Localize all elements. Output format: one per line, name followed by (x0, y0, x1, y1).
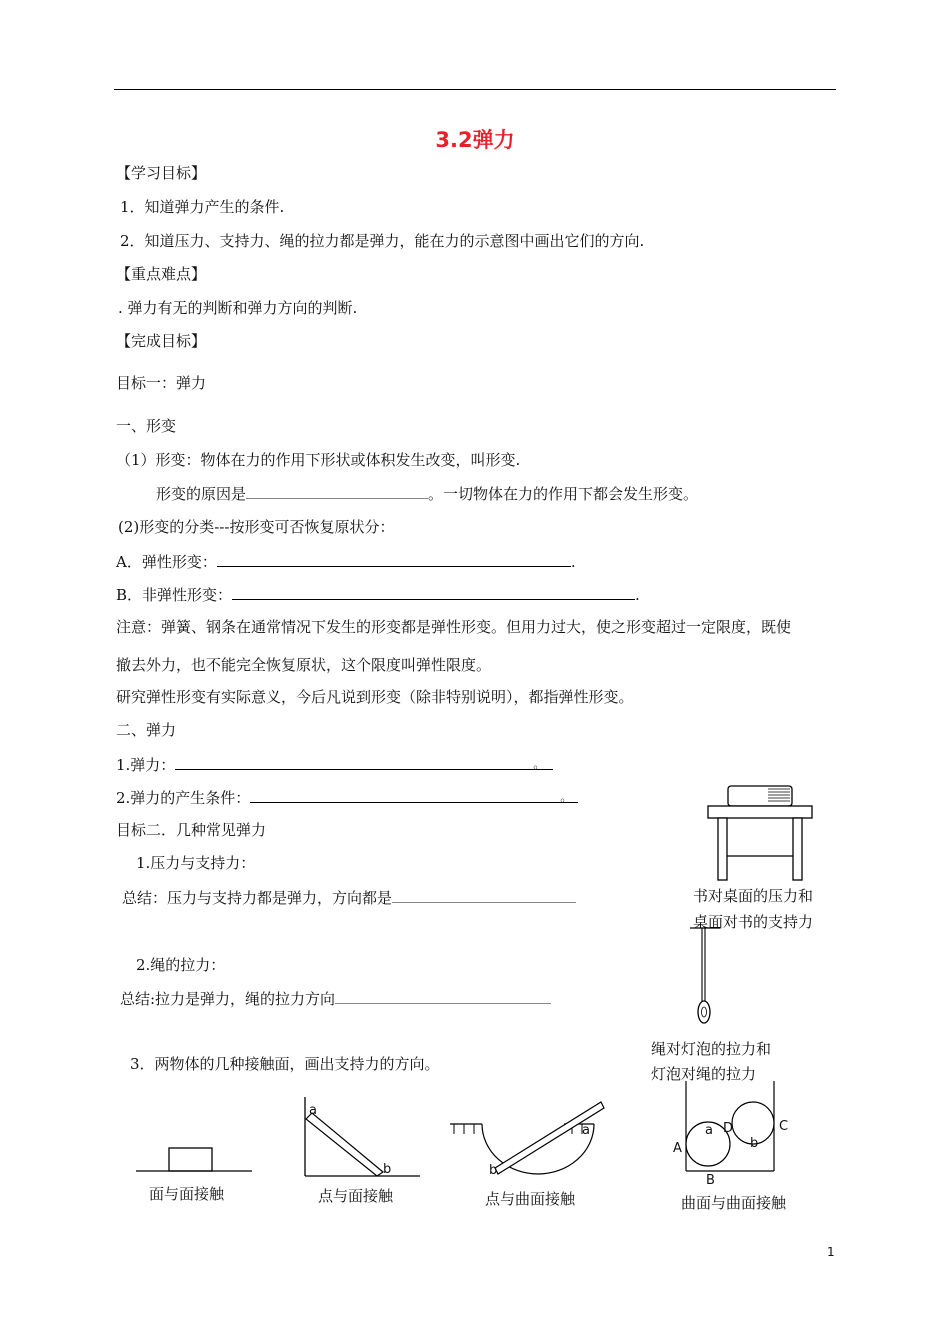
goal-1: 1．知道弹力产生的条件. (120, 198, 285, 216)
page-number: 1 (827, 1245, 835, 1259)
label-b-right: b (750, 1136, 759, 1151)
point-curve-figure (448, 1100, 608, 1185)
rope-summary-label: 总结:拉力是弹力，绳的拉力方向 (120, 990, 336, 1008)
caption-point-face: 点与面接触 (318, 1187, 394, 1205)
elastic-label: A．弹性形变： (116, 553, 217, 571)
heading-complete: 【完成目标】 (116, 332, 207, 350)
cause-label: 形变的原因是 (156, 485, 247, 503)
rope-summary-blank[interactable] (335, 988, 551, 1004)
elastic-blank[interactable] (217, 551, 571, 567)
deformation-definition: （1）形变：物体在力的作用下形状或体积发生改变，叫形变. (116, 451, 521, 469)
force-condition-line (116, 787, 578, 808)
caption-face-face: 面与面接触 (149, 1185, 225, 1203)
deformation-classification: (2)形变的分类---按形变可否恢复原状分： (118, 518, 395, 536)
label-D: D (723, 1121, 734, 1136)
label-b-left: b (383, 1162, 392, 1177)
force-cond-blank[interactable]: 。 (250, 787, 578, 803)
rope-summary-line (120, 988, 551, 1009)
section-elastic-force: 二、弹力 (116, 721, 177, 739)
nonelastic-label: B．非弹性形变： (116, 586, 233, 604)
header-rule (114, 89, 836, 90)
heading-goals: 【学习目标】 (116, 164, 207, 182)
label-A: A (673, 1141, 682, 1156)
caption-rope-bulb-1: 绳对灯泡的拉力和 (651, 1040, 772, 1058)
research-line: 研究弹性形变有实际意义，今后凡说到形变（除非特别说明），都指弹性形变。 (116, 688, 634, 706)
force-def-blank[interactable]: 。 (175, 754, 553, 770)
deformation-cause-line (156, 483, 698, 504)
note-line-1: 注意：弹簧、钢条在通常情况下发生的形变都是弹性形变。但用力过大，使之形变超过一定限度，既使 (116, 618, 792, 636)
contact-surfaces-heading: 3．两物体的几种接触面，画出支持力的方向。 (130, 1055, 440, 1073)
pressure-summary-label: 总结：压力与支持力都是弹力，方向都是 (122, 889, 393, 907)
book-on-table-figure (700, 780, 820, 885)
heading-key-points: 【重点难点】 (116, 265, 207, 283)
label-b-middle: b (489, 1163, 498, 1178)
force-def-label: 1.弹力： (116, 756, 176, 774)
rope-tension-heading: 2.绳的拉力： (136, 956, 226, 974)
target-two: 目标二．几种常见弹力 (116, 821, 267, 839)
caption-book-table-2: 桌面对书的支持力 (693, 913, 814, 931)
nonelastic-line: B．非弹性形变： . (116, 586, 640, 604)
label-a-middle: a (582, 1123, 590, 1138)
caption-curve-curve: 曲面与曲面接触 (681, 1194, 787, 1212)
target-one: 目标一：弹力 (116, 374, 207, 392)
face-contact-figure (136, 1145, 256, 1175)
label-a-left: a (309, 1103, 317, 1118)
pressure-support-heading: 1.压力与支持力： (136, 854, 256, 872)
note-line-2: 撤去外力，也不能完全恢复原状，这个限度叫弹性限度。 (116, 656, 492, 674)
label-B: B (706, 1173, 715, 1188)
label-C: C (779, 1119, 789, 1134)
nonelastic-blank[interactable] (232, 584, 635, 600)
force-definition-line (116, 754, 553, 775)
pressure-summary-blank[interactable] (392, 887, 576, 903)
caption-rope-bulb-2: 灯泡对绳的拉力 (651, 1065, 757, 1083)
force-cond-label: 2.弹力的产生条件： (116, 789, 251, 807)
caption-point-curve: 点与曲面接触 (485, 1190, 576, 1208)
label-a-right: a (705, 1123, 713, 1138)
rope-bulb-figure (690, 927, 730, 1027)
pressure-summary-line (122, 887, 576, 908)
point-face-figure (300, 1095, 425, 1180)
key-points: . 弹力有无的判断和弹力方向的判断. (118, 299, 358, 317)
goal-2: 2．知道压力、支持力、绳的拉力都是弹力，能在力的示意图中画出它们的方向. (120, 232, 645, 250)
cause-tail: 。一切物体在力的作用下都会发生形变。 (428, 485, 699, 503)
page-title: 3.2弹力 (435, 128, 515, 152)
section-deformation: 一、形变 (116, 417, 177, 435)
cause-blank[interactable] (246, 483, 428, 499)
elastic-line: A．弹性形变： . (116, 553, 576, 571)
caption-book-table-1: 书对桌面的压力和 (693, 887, 814, 905)
